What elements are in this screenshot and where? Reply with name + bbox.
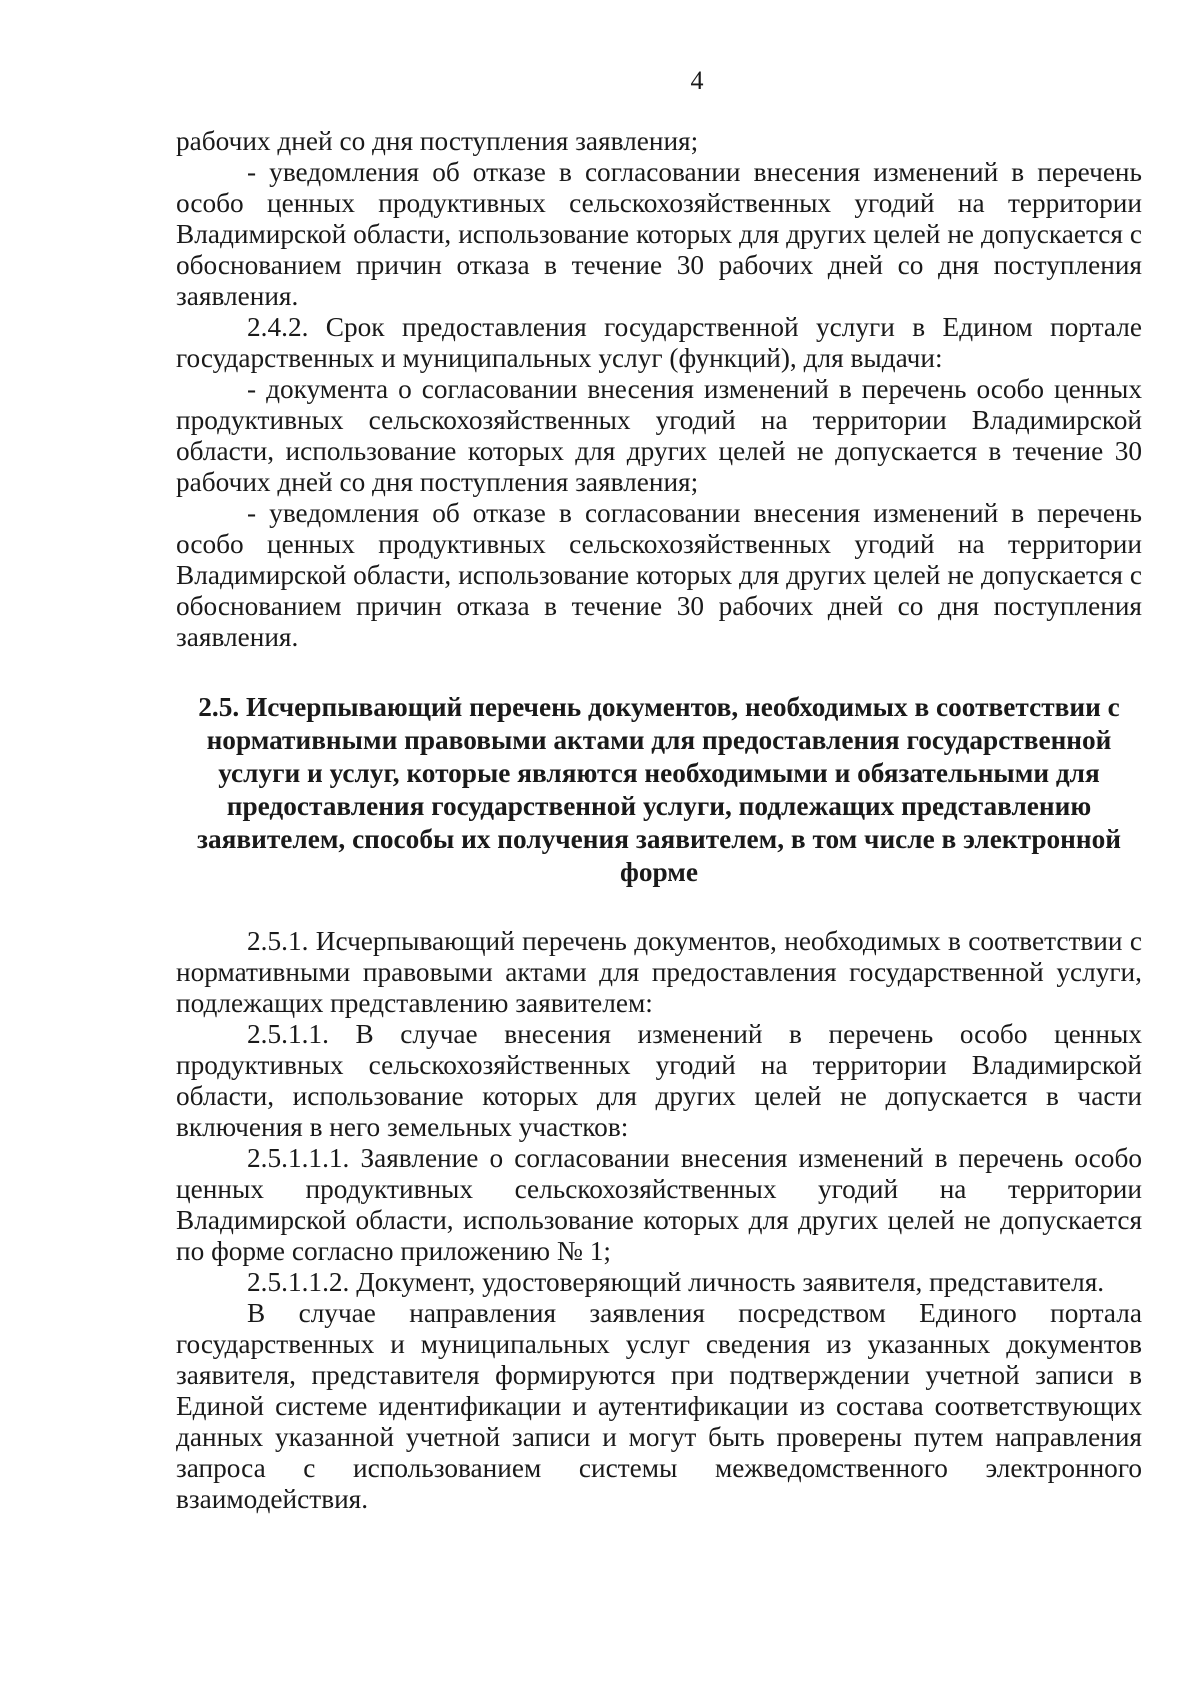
page-number: 4 — [690, 66, 704, 95]
paragraph-refusal-notice-portal: - уведомления об отказе в согласовании внесения изменений в перечень особо ценных продуктивных сельскохозяйственных угодий на территории Владимирской области, использование которых для других целей не допускается с обоснованием причин отказа в течение 30 рабочих дней со дня поступления заявления. — [176, 498, 1142, 652]
paragraph-2-5-1-1: 2.5.1.1. В случае внесения изменений в перечень особо ценных продуктивных сельскохозяйственных угодий на территории Владимирской области, использование которых для других целей не допускается в части включения в него земельных участков: — [176, 1019, 1142, 1142]
paragraph-refusal-notice: - уведомления об отказе в согласовании внесения изменений в перечень особо ценных продуктивных сельскохозяйственных угодий на территории Владимирской области, использование которых для других целей не допускается с обоснованием причин отказа в течение 30 рабочих дней со дня поступления заявления. — [176, 157, 1142, 311]
paragraph-continuation: рабочих дней со дня поступления заявления; — [176, 126, 699, 156]
paragraph-2-5-1-1-1: 2.5.1.1.1. Заявление о согласовании внесения изменений в перечень особо ценных продуктивных сельскохозяйственных угодий на территории Владимирской области, использование которых для других целей не допускается по форме согласно приложению № 1; — [176, 1143, 1142, 1266]
paragraph-2-5-1-1-2: 2.5.1.1.2. Документ, удостоверяющий личность заявителя, представителя. — [247, 1267, 1105, 1297]
document-body — [176, 126, 1142, 1515]
paragraph-portal-submission: В случае направления заявления посредством Единого портала государственных и муниципальных услуг сведения из указанных документов заявителя, представителя формируются при подтверждении учетной записи в Единой системе идентификации и аутентификации из состава соответствующих данных указанной учетной записи и могут быть проверены путем направления запроса с использованием системы межведомственного электронного взаимодействия. — [176, 1298, 1142, 1514]
paragraph-approval-document: - документа о согласовании внесения изменений в перечень особо ценных продуктивных сельскохозяйственных угодий на территории Владимирской области, использование которых для других целей не допускается в течение 30 рабочих дней со дня поступления заявления; — [176, 374, 1142, 497]
paragraph-2-4-2: 2.4.2. Срок предоставления государственной услуги в Едином портале государственных и муниципальных услуг (функций), для выдачи: — [176, 312, 1142, 373]
paragraph-2-5-1: 2.5.1. Исчерпывающий перечень документов, необходимых в соответствии с нормативными правовыми актами для предоставления государственной услуги, подлежащих представлению заявителем: — [176, 926, 1142, 1018]
section-heading-2-5: 2.5. Исчерпывающий перечень документов, необходимых в соответствии с нормативными правовыми актами для предоставления государственной услуги и услуг, которые являются необходимыми и обязательными для предоставления государственной услуги, подлежащих представлению заявителем, способы их получения заявителем, в том числе в электронной форме — [197, 692, 1121, 887]
